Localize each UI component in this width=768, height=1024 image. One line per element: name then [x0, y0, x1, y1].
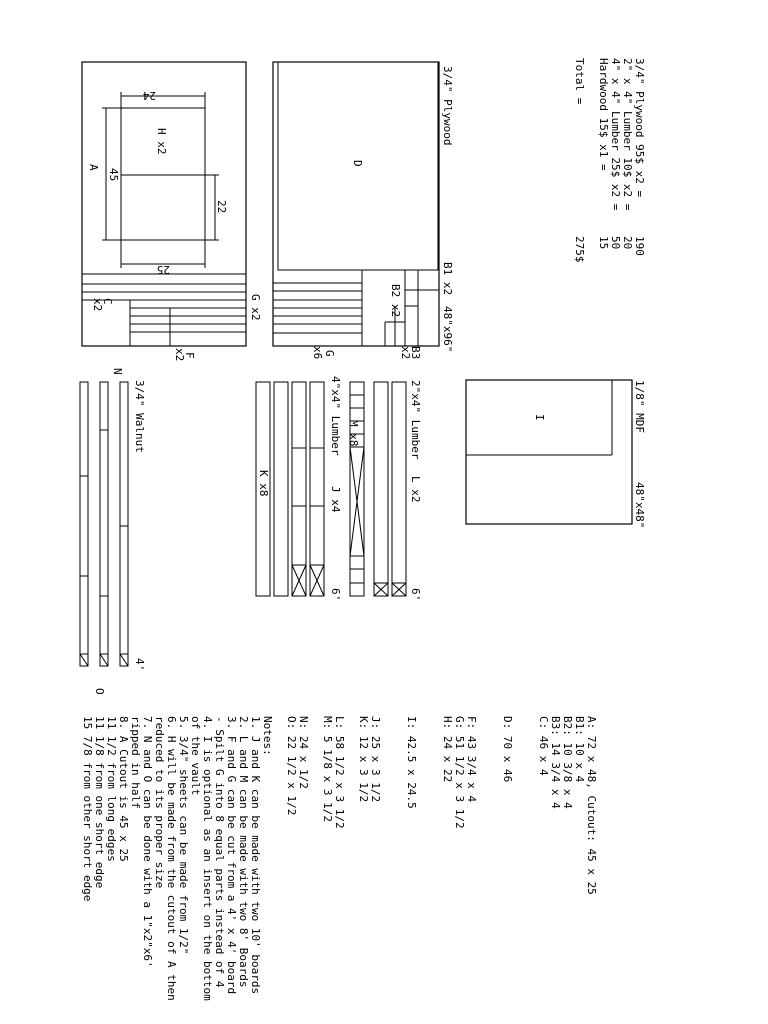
cut-line: G: 51 1/2 x 3 1/2 [453, 716, 466, 829]
label-b2: B2 x2 [389, 284, 402, 318]
label-j: J x4 [329, 486, 342, 513]
label-c: C [101, 298, 114, 305]
label-f: F [183, 352, 196, 359]
plywood-sheet-d [273, 62, 454, 359]
label-g-qty: x6 [311, 346, 324, 360]
cut-line: B3: 14 3/4 x 4 [549, 716, 562, 809]
cut-line: J: 25 x 3 1/2 [369, 716, 382, 803]
walnut-length: 4' [133, 658, 146, 672]
cost-line-2: 2" x 4" Lumber 10$ x2 = [621, 58, 634, 211]
mdf-title: 1/8" MDF [633, 380, 646, 433]
label-a: A [87, 164, 100, 171]
cut-list [285, 716, 598, 895]
dim-24: 24 [142, 89, 156, 102]
note-line: 8. A Cutout is 45 x 25 [117, 716, 130, 862]
label-i: I [533, 414, 546, 421]
cut-line: H: 24 x 22 [441, 716, 454, 783]
notes [81, 716, 274, 1001]
label-k: K x8 [257, 470, 270, 497]
note-line: 11 1/8 from one short edge [93, 716, 106, 889]
lumber-4x4 [256, 376, 342, 601]
note-line: 3. F and G can be cut from a 4' x 4' board [225, 716, 238, 995]
walnut [80, 368, 146, 695]
label-d: D [351, 160, 364, 167]
plywood-sheet-a [82, 62, 262, 361]
label-f-qty: x2 [173, 348, 186, 362]
walnut-title: 3/4" Walnut [133, 380, 146, 453]
cut-line: B1: 10 x 4 [573, 716, 586, 783]
cost-line-3: 4" x 4" Lumber 25$ x2 = [609, 58, 622, 211]
cost-total-value: 275$ [573, 236, 586, 263]
label-c-qty: x2 [91, 298, 104, 312]
note-line: of the vault [189, 716, 202, 796]
cost-line-1: 3/4" Plywood 95$ x2 = [633, 58, 646, 198]
cut-line: O: 22 1/2 x 1/2 [285, 716, 298, 816]
label-o: O [93, 688, 106, 695]
cut-line: F: 43 3/4 x 4 [465, 716, 478, 803]
cost-value-4: 15 [597, 236, 610, 250]
note-line: Notes: [261, 716, 274, 756]
plywood-title: 3/4" Plywood [441, 66, 454, 146]
lumber2x4-title: 2"x4" Lumber [409, 380, 422, 460]
cut-line: N: 24 x 1/2 [297, 716, 310, 789]
note-line: reduced to its proper size [153, 716, 166, 889]
dim-25: 25 [156, 263, 170, 276]
note-line: 4. I is optional as an insert on the bottom [201, 716, 214, 1001]
cut-line: A: 72 x 48, Cutout: 45 x 25 [585, 716, 598, 895]
cost-summary [573, 58, 646, 263]
mdf-sheet [466, 380, 646, 528]
label-b3-qty: x2 [399, 346, 412, 360]
note-line: - Spilt G into 8 equal parts instead of 4 [213, 716, 226, 988]
label-b1: B1 x2 [441, 262, 454, 296]
cut-line: C: 46 x 4 [537, 716, 550, 776]
label-h: H x2 [155, 128, 168, 155]
note-line: 11 1/2 from long edges [105, 716, 118, 862]
label-g2: G x2 [249, 294, 262, 321]
dim-22: 22 [215, 200, 228, 214]
note-line: 2. L and M can be made with two 8' Boards [237, 716, 250, 988]
label-b3: B3 [409, 346, 422, 360]
cost-value-1: 190 [633, 236, 646, 256]
cost-value-2: 20 [621, 236, 634, 250]
cost-value-3: 50 [609, 236, 622, 250]
label-n: N [111, 368, 124, 375]
label-g: G [323, 350, 336, 357]
note-line: 15 7/8 from other short edge [81, 716, 94, 902]
note-line: 1. J and K can be made with two 10' boards [249, 716, 262, 995]
dim-45: 45 [107, 168, 120, 182]
mdf-size: 48"x48" [633, 482, 646, 529]
lumber2x4-length: 6' [409, 588, 422, 602]
note-line: 6. H will be made from the cutout of A then [165, 716, 178, 1001]
cut-line: B2: 10 3/8 x 4 [561, 716, 574, 809]
plywood-size: 48"x96" [441, 306, 454, 353]
lumber4x4-title: 4"x4" Lumber [329, 376, 342, 456]
cost-line-4: Hardwood 15$ x1 = [597, 58, 610, 171]
cut-line: K: 12 x 3 1/2 [357, 716, 370, 803]
label-m: M x8 [347, 420, 360, 447]
note-line: 7. N and O can be done with a 1"x2"x6' [141, 716, 154, 968]
cut-line: M: 5 1/8 x 3 1/2 [321, 716, 334, 822]
cost-total-label: Total = [573, 58, 586, 105]
cut-line: L: 58 1/2 x 3 1/2 [333, 716, 346, 829]
label-l: L x2 [409, 476, 422, 503]
lumber4x4-length: 6' [329, 588, 342, 602]
cut-line: D: 70 x 46 [501, 716, 514, 783]
lumber-2x4 [347, 380, 422, 601]
note-line: 5. 3/4" sheets can be made from 1/2" [177, 716, 190, 955]
note-line: ripped in half [129, 716, 142, 809]
cut-line: I: 42.5 x 24.5 [405, 716, 418, 809]
